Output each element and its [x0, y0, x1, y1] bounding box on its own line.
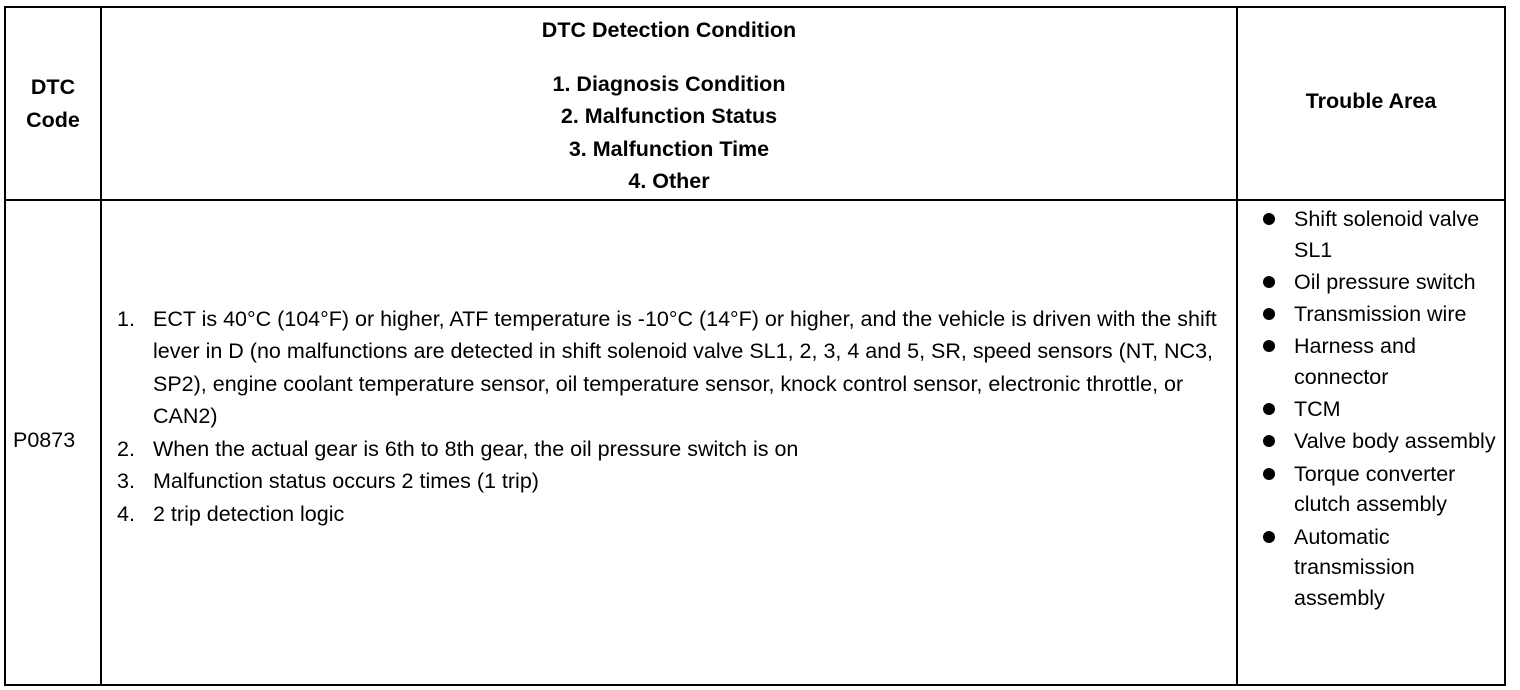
bullet-icon	[1262, 522, 1294, 614]
bullet-icon	[1262, 299, 1294, 330]
trouble-area-text: Torque converter clutch assembly	[1294, 461, 1456, 517]
trouble-area-item	[1262, 426, 1504, 457]
header-condition-item: 2. Malfunction Status	[560, 104, 778, 128]
trouble-area-item	[1262, 459, 1504, 520]
detection-condition-cell	[101, 200, 1237, 685]
condition-item	[117, 498, 1228, 531]
trouble-area-item	[1262, 267, 1504, 298]
condition-list	[117, 303, 1228, 531]
bullet-icon	[1262, 394, 1294, 425]
bullet-icon	[1262, 204, 1294, 265]
trouble-area-item	[1262, 394, 1504, 425]
condition-number: 3.	[117, 469, 135, 494]
trouble-area-item	[1262, 204, 1504, 265]
condition-text: When the actual gear is 6th to 8th gear, the oil pressure switch is on	[153, 436, 799, 461]
trouble-area-list	[1262, 204, 1504, 613]
header-trouble-area-label: Trouble Area	[1305, 89, 1437, 114]
header-trouble-area	[1237, 7, 1505, 200]
trouble-area-item	[1262, 331, 1504, 392]
bullet-icon	[1262, 331, 1294, 392]
bullet-icon	[1262, 426, 1294, 457]
condition-text: 2 trip detection logic	[153, 501, 345, 526]
condition-number: 1.	[117, 306, 135, 331]
trouble-area-text: Valve body assembly	[1294, 429, 1496, 454]
bullet-icon	[1262, 267, 1294, 298]
trouble-area-cell	[1237, 200, 1505, 685]
condition-text: Malfunction status occurs 2 times (1 trip)	[153, 469, 539, 494]
condition-item	[117, 433, 1228, 466]
dtc-row	[5, 200, 1505, 685]
trouble-area-item	[1262, 299, 1504, 330]
trouble-area-text: Automatic transmission assembly	[1294, 524, 1415, 610]
header-dtc-code	[5, 7, 101, 200]
dtc-table	[4, 6, 1506, 686]
condition-item	[117, 303, 1228, 433]
trouble-area-text: Oil pressure switch	[1294, 269, 1476, 294]
dtc-code-cell	[5, 200, 101, 685]
bullet-icon	[1262, 459, 1294, 520]
condition-number: 4.	[117, 501, 135, 526]
header-dtc-code-line1: DTC	[30, 75, 76, 99]
trouble-area-text: Transmission wire	[1294, 302, 1467, 327]
trouble-area-text: Shift solenoid valve SL1	[1294, 207, 1480, 262]
header-condition-item: 1. Diagnosis Condition	[552, 71, 786, 96]
trouble-area-item	[1262, 522, 1504, 614]
header-condition-item: 3. Malfunction Time	[568, 136, 770, 161]
header-detection-condition	[101, 7, 1237, 200]
condition-item	[117, 465, 1228, 498]
trouble-area-text: TCM	[1294, 397, 1341, 422]
header-row	[5, 7, 1505, 200]
header-condition-item: 4. Other	[628, 169, 710, 193]
trouble-area-text: Harness and connector	[1294, 334, 1416, 389]
header-condition-title: DTC Detection Condition	[541, 18, 797, 42]
condition-text: ECT is 40°C (104°F) or higher, ATF temperature is -10°C (14°F) or higher, and the vehicle is driven with the shift lever in D (no malfunctions are detected in shift solenoid valve SL1, 2, 3, 4 and 5, SR, speed sensors (NT, NC3, SP2), engine coolant temperature sensor, oil temperature sensor, knock control sensor, electronic throttle, or CAN2)	[153, 306, 1217, 429]
header-dtc-code-line2: Code	[26, 107, 80, 132]
condition-number: 2.	[117, 436, 135, 461]
dtc-code: P0873	[13, 428, 76, 453]
